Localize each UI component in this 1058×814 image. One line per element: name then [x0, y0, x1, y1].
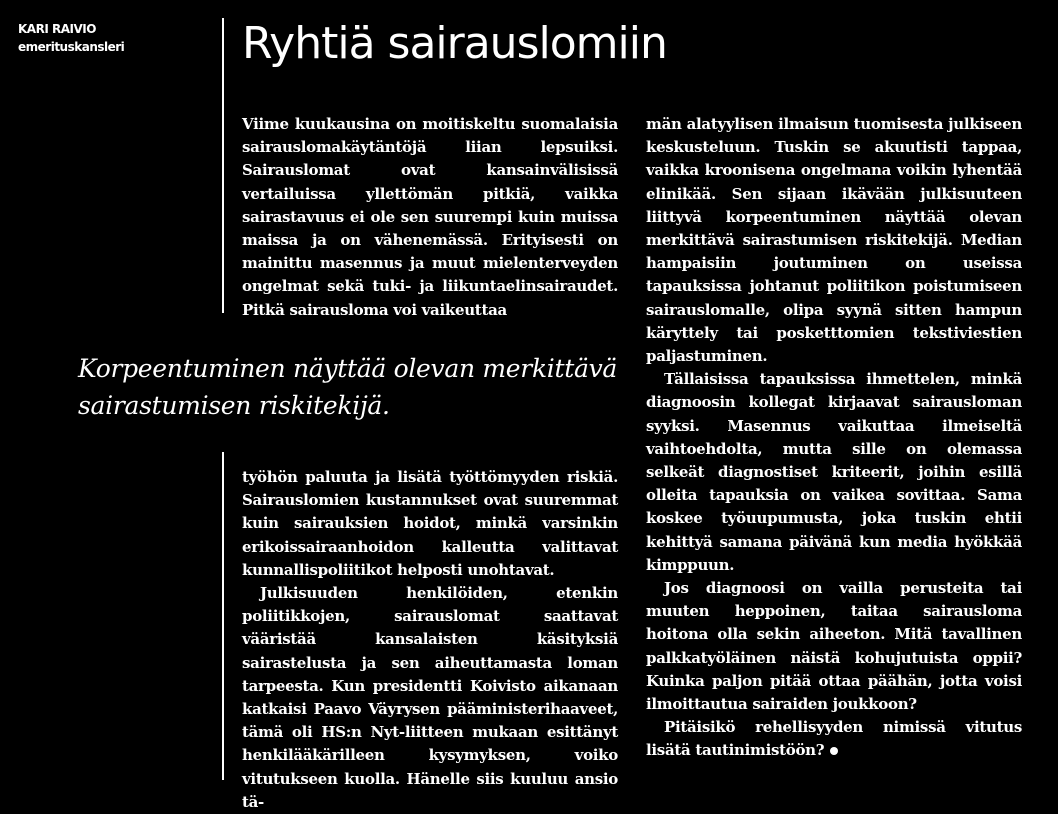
- author-name: KARI RAIVIO: [18, 22, 96, 36]
- paragraph-text: Pitäisikö rehellisyyden nimissä vitutus lisätä tautinimistöön?: [646, 718, 1022, 760]
- paragraph-last: [646, 716, 1022, 762]
- pull-quote: Korpeentuminen näyttää olevan merkittävä sairastumisen riskitekijä.: [78, 354, 618, 420]
- paragraph: työhön paluuta ja lisätä työttömyyden riskiä. Sairauslomien kustannukset ovat suuremmat kuin sairauksien hoidot, minkä varsinkin erikoissairaanhoidon kalleutta valittavat kunnallispoliitikot helposti unohtavat.: [242, 468, 618, 579]
- paragraph: män alatyylisen ilmaisun tuomisesta julkiseen keskusteluun. Tuskin se akuutisti tappaa, vaikka kroonisena ongelmana voikin lyhentää elinikää. Sen sijaan ikävään julkisuuteen liittyvä korpeentuminen näyttää olevan merkittävä sairastumisen riskitekijä. Median hampaisiin joutuminen on useissa tapauksissa johtanut poliitikon poistumiseen sairauslomalle, olipa syynä sitten hampun käryttely tai posketttomien tekstiviestien paljastuminen.: [646, 115, 1022, 366]
- author-role: emerituskansleri: [18, 40, 125, 54]
- paragraph: Viime kuukausina on moitiskeltu suomalaisia sairauslomakäytäntöjä liian lepsuiksi. Sairauslomat ovat kansainvälisissä vertailuissa yllettömän pitkiä, vaikka sairastavuus ei ole sen suurempi kuin muissa maissa ja on vähenemässä. Erityisesti on mainittu masennus ja muut mielenterveyden ongelmat sekä tuki- ja liikuntaelinsairaudet. Pitkä sairausloma voi vaikeuttaa: [242, 115, 618, 319]
- column-1-bottom: [242, 466, 618, 814]
- paragraph: Jos diagnoosi on vailla perusteita tai muuten heppoinen, taitaa sairausloma hoitona olla sekin aiheeton. Mitä tavallinen palkkatyöläinen näistä kohujutuista oppii? Kuinka paljon pitää ottaa päähän, jotta voisi ilmoittautua sairaiden joukkoon?: [646, 579, 1022, 714]
- paragraph: Julkisuuden henkilöiden, etenkin poliitikkojen, sairauslomat saattavat vääristää kansalaisten käsityksiä sairastelusta ja sen aiheuttamasta loman tarpeesta. Kun presidentti Koivisto aikanaan katkaisi Paavo Väyrysen pääministerihaaveet, tämä oli HS:n Nyt-liitteen mukaan esittänyt henkilääkärilleen kysymyksen, voiko vitutukseen kuolla. Hänelle siis kuuluu ansio tä-: [242, 584, 618, 811]
- column-2: [646, 113, 1022, 763]
- end-mark-icon: [830, 747, 838, 755]
- paragraph: Tällaisissa tapauksissa ihmettelen, minkä diagnoosin kollegat kirjaavat sairausloman syyksi. Masennus vaikuttaa ilmeiseltä vaihtoehdolta, mutta sille on olemassa selkeät diagnostiset kriteerit, joihin esillä olleita tapauksia on vaikea sovittaa. Sama koskee työuupumusta, joka tuskin ehtii kehittyä samana päivänä kun media hyökkää kimppuun.: [646, 370, 1022, 574]
- article-title: Ryhtiä sairauslomiin: [242, 18, 667, 69]
- column-divider-bottom: [222, 452, 224, 780]
- author-block: [18, 20, 124, 56]
- column-divider-top: [222, 18, 224, 313]
- column-1-top: [242, 113, 618, 322]
